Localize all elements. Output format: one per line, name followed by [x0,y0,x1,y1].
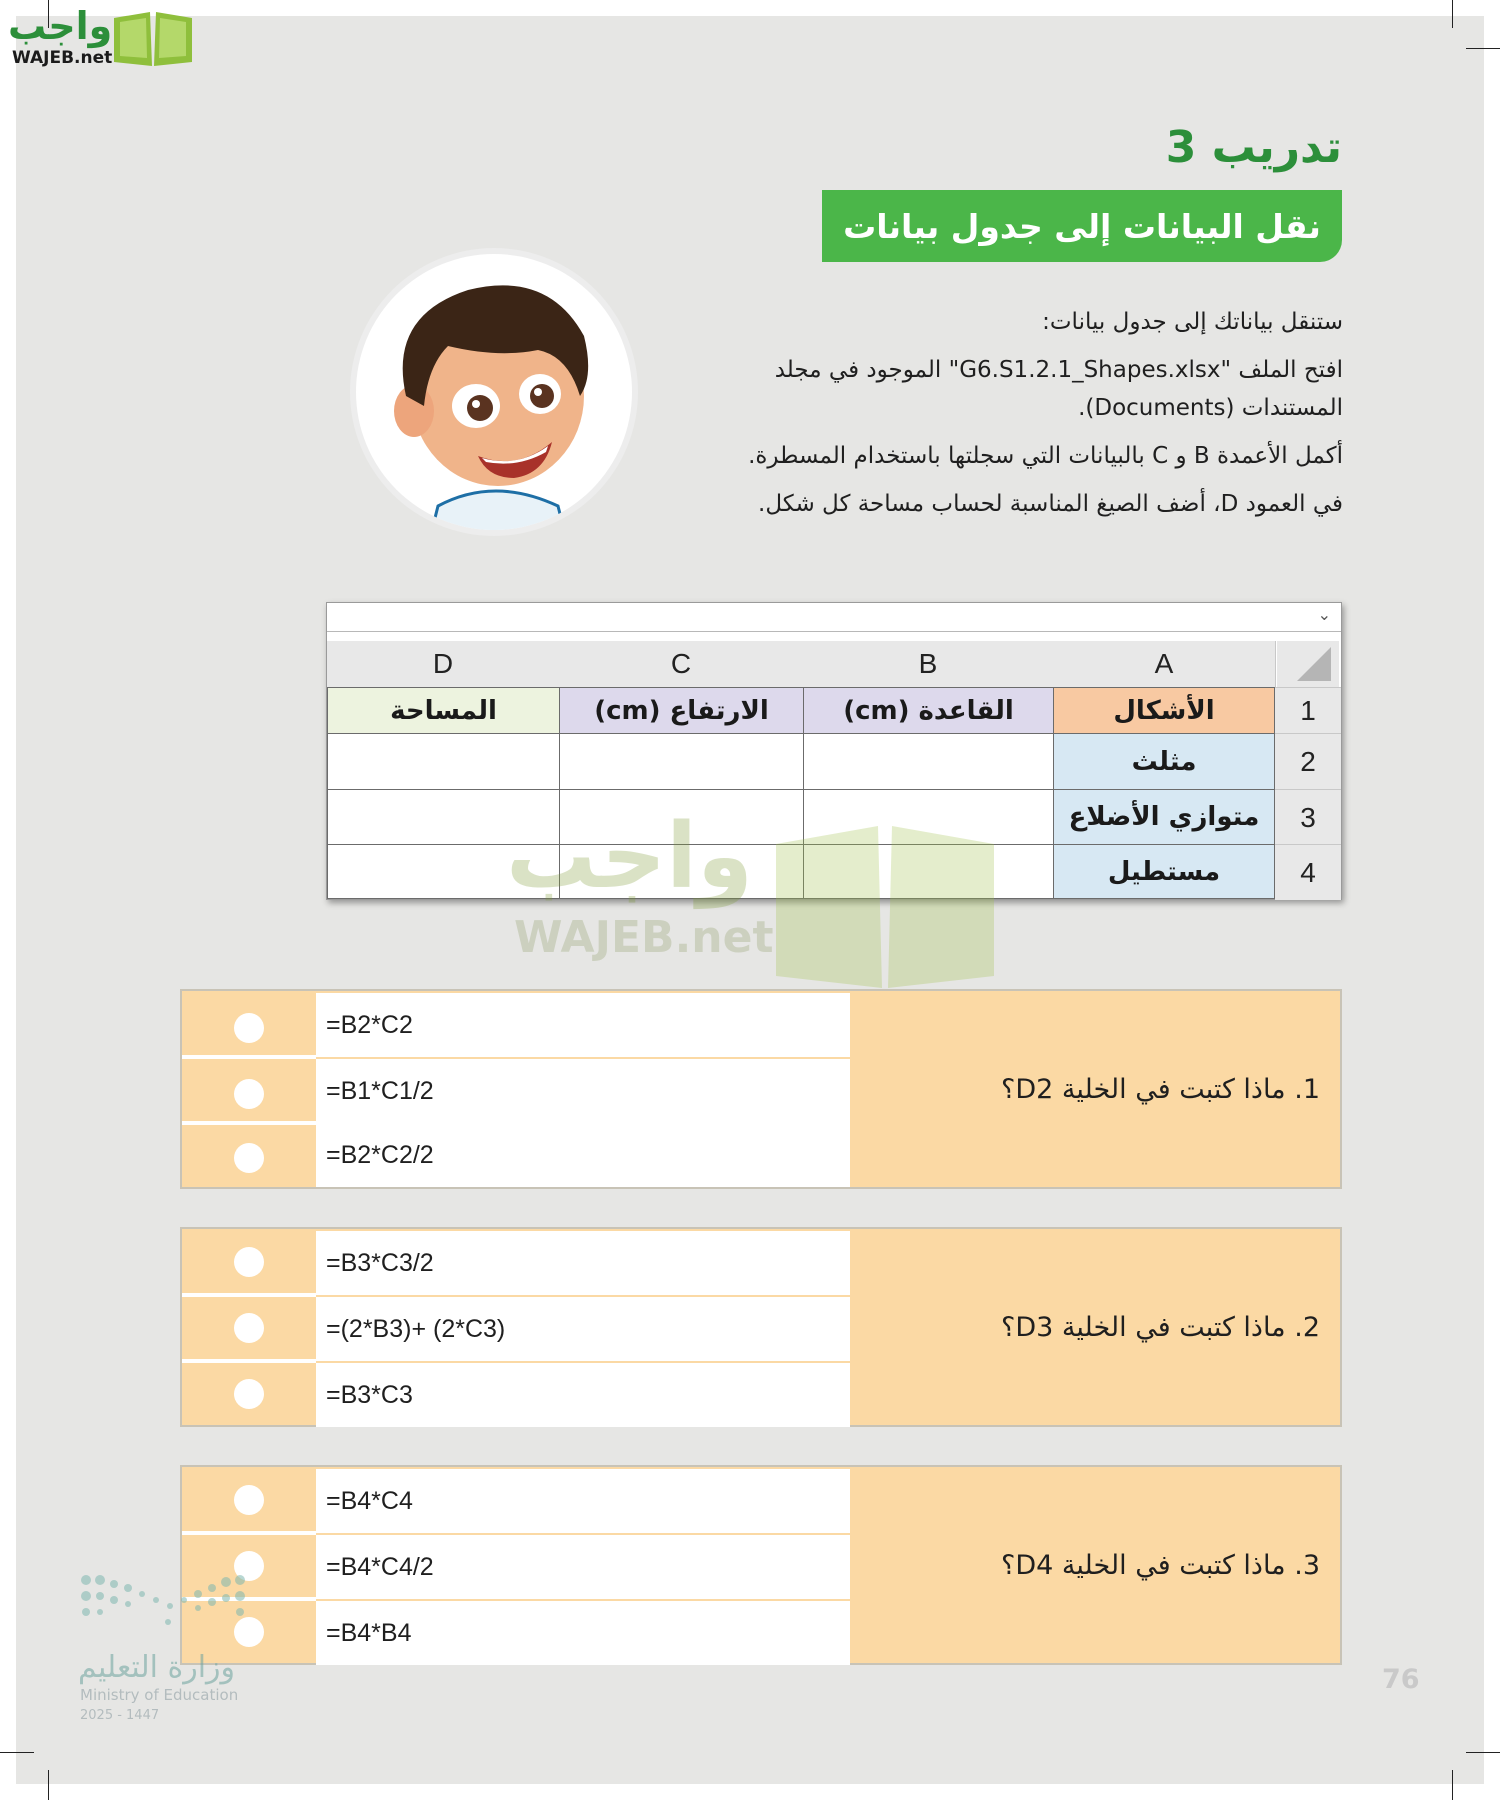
student-avatar [348,246,640,538]
question-3 [180,1465,1342,1665]
question-text: 2. ماذا كتبت في الخلية D3؟ [1001,1311,1320,1343]
option-text[interactable]: =B2*C2 [316,993,850,1057]
cell-d1[interactable]: المساحة [327,687,560,734]
year-label: 2025 - 1447 [80,1708,160,1723]
radio-button[interactable] [234,1379,264,1409]
crop-mark [1466,48,1500,49]
question-text: 1. ماذا كتبت في الخلية D2؟ [1001,1073,1320,1105]
radio-button[interactable] [234,1247,264,1277]
question-2 [180,1227,1342,1427]
column-header-b[interactable]: B [803,641,1054,687]
cell-a3[interactable]: متوازي الأضلاع [1053,789,1275,845]
intro-line: في العمود D، أضف الصيغ المناسبة لحساب مساحة كل شكل. [758,491,1343,517]
divider [182,1359,316,1363]
watermark-subtext: WAJEB.net [514,912,774,963]
cell-a4[interactable]: مستطيل [1053,844,1275,899]
radio-button[interactable] [234,1143,264,1173]
options [316,991,850,1187]
radio-button[interactable] [234,1079,264,1109]
wajeb-logo[interactable] [8,4,188,68]
logo-word: واجب [8,4,113,48]
divider [182,1055,316,1059]
option-text[interactable]: =B3*C3 [316,1363,850,1427]
page-number: 76 [1382,1664,1420,1695]
logo-subtext: WAJEB.net [12,48,113,68]
corner-triangle-icon [1297,647,1331,681]
option-text[interactable]: =B4*C4 [316,1469,850,1533]
options [316,1229,850,1425]
ministry-logo [78,1570,278,1730]
book-icon [112,8,194,68]
options [316,1467,850,1663]
option-text[interactable]: =B4*C4/2 [316,1535,850,1599]
option-text[interactable]: =B2*C2/2 [316,1123,850,1187]
row-header-1[interactable]: 1 [1275,687,1341,734]
cell-a1[interactable]: الأشكال [1053,687,1275,734]
cell-b1[interactable]: القاعدة (cm) [803,687,1054,734]
crop-mark [1452,1770,1453,1800]
radio-column [182,991,316,1187]
crop-mark [0,1752,34,1753]
option-text[interactable]: =B3*C3/2 [316,1231,850,1295]
intro-line: أكمل الأعمدة B و C بالبيانات التي سجلتها باستخدام المسطرة. [748,443,1343,469]
select-all-corner[interactable] [1277,641,1339,687]
option-text[interactable]: =B1*C1/2 [316,1059,850,1123]
page-title: تدريب 3 [1165,122,1342,173]
column-header-a[interactable]: A [1053,641,1276,687]
divider [182,1121,316,1125]
cell-c2[interactable] [559,733,804,790]
watermark [496,804,1016,994]
cell-b2[interactable] [803,733,1054,790]
column-header-d[interactable]: D [327,641,560,687]
radio-button[interactable] [234,1485,264,1515]
intro-line: افتح الملف "G6.S1.2.1_Shapes.xlsx" الموجود في مجلد المستندات (Documents). [774,357,1343,421]
cell-c1[interactable]: الارتفاع (cm) [559,687,804,734]
watermark-word: واجب [506,804,753,909]
chevron-down-icon[interactable]: ⌄ [1317,605,1331,624]
radio-button[interactable] [234,1313,264,1343]
crop-mark [48,1770,49,1800]
question-text: 3. ماذا كتبت في الخلية D4؟ [1001,1549,1320,1581]
column-header-c[interactable]: C [559,641,804,687]
row-header-4[interactable]: 4 [1275,844,1341,900]
divider [182,1293,316,1297]
book-icon [772,820,998,990]
ministry-english: Ministry of Education [80,1686,239,1704]
option-text[interactable]: =(2*B3)+ (2*C3) [316,1297,850,1361]
ministry-dots-icon [78,1570,258,1640]
crop-mark [1466,1752,1500,1753]
formula-bar[interactable] [327,603,1341,632]
row-header-2[interactable]: 2 [1275,733,1341,790]
option-text[interactable]: =B4*B4 [316,1601,850,1665]
section-banner: نقل البيانات إلى جدول بيانات [822,190,1342,262]
crop-mark [1452,0,1453,28]
intro-line: ستنقل بياناتك إلى جدول بيانات: [1042,309,1343,335]
question-1 [180,989,1342,1189]
radio-button[interactable] [234,1013,264,1043]
radio-column [182,1229,316,1425]
cell-a2[interactable]: مثلث [1053,733,1275,790]
row-header-3[interactable]: 3 [1275,789,1341,845]
divider [182,1531,316,1535]
cell-d2[interactable] [327,733,560,790]
intro-text [703,303,1343,533]
ministry-arabic: وزارة التعليم [78,1650,236,1685]
